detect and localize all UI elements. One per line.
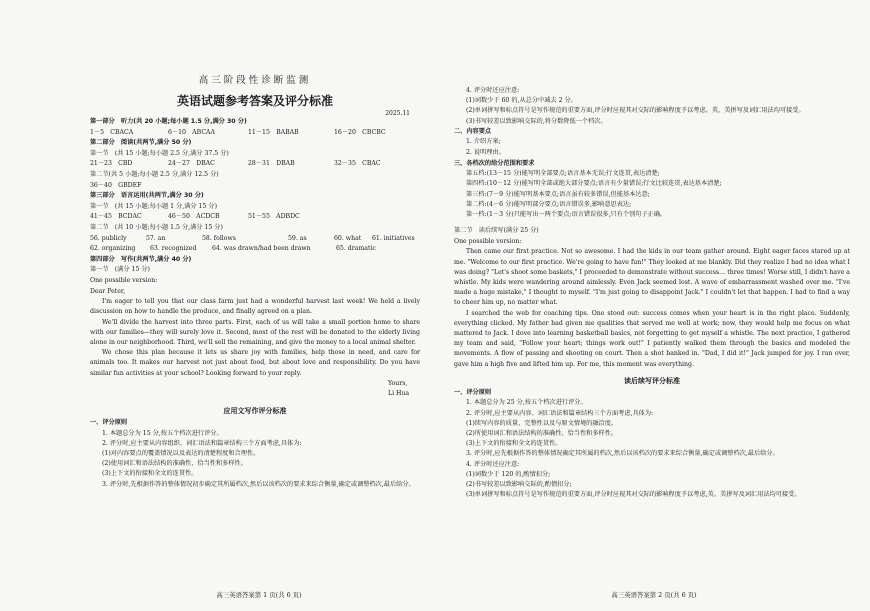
answer-group: 51－55 ADBDC: [248, 213, 300, 221]
rubric-heading: 一、评分原则: [90, 418, 128, 426]
answer-item: 59. as: [288, 234, 307, 242]
rubric-line: 2. 评分时,应主要从内容、词汇语法和篇章结构三个方面考虑,具体为:: [466, 409, 654, 417]
answer-group: 21－23 CBD: [90, 160, 133, 168]
rubric-title: 读后续写评分标准: [624, 376, 680, 385]
letter-paragraph: I'm eager to tell you that our class farm just had a wonderful harvest last week! We held a lively discussion on how to handle the produce, and finally agreed on a plan.: [90, 298, 420, 316]
answer-group: 41－45 BCDAC: [90, 213, 142, 221]
answer-group: 6－10 ABCAA: [168, 128, 215, 136]
rubric-line: 2. 评分时,应主要从内容组织、词汇语法和篇章结构三个方面考虑,具体为:: [102, 439, 302, 447]
part4-heading: 第四部分 写作(共两节,满分 40 分): [90, 255, 192, 263]
rubric-line: (3)上下文的衔接和全文的连贯性。: [466, 440, 562, 448]
rubric-line: (2)书写较差以致影响交际的,酌情扣分;: [466, 481, 572, 489]
note-line: 4. 评分时还应注意:: [466, 87, 520, 94]
letter-closing: Yours,: [388, 379, 408, 387]
answer-group: 46－50 ACDCB: [168, 213, 220, 221]
rubric-line: (3)单词拼写和标点符号是写作规范的重要方面,评分时应视其对交际的影响程度予以考虑,英、美拼写及词汇用法均可接受。: [466, 491, 801, 499]
story-paragraph: Then came our first practice. Not so awesome. I had the kids in our team gather around. Eight eager faces stared up at me. "Welcome to our first practice. We're going to have fun!" They looked at me blankly. Did they realize I had no idea what I was doing? "Let's shoot some baskets," I proceeded to demonstrate without success… three times! Worse still, I didn't have a whistle. My kids were wandering around aimlessly. Even Jack seemed lost. A wave of embarrassment washed over me. "I've made a huge mistake," I thought to myself. "I'm just going to disappoint Jack." I couldn't let that happen. I had to find a way to cheer him up, no matter what.: [454, 248, 850, 307]
part3-section2-heading: 第二节 (共 10 小题;每小题 1.5 分,满分 15 分): [90, 223, 223, 231]
part3-section2-row1: [90, 234, 420, 245]
note-line: (2)单词拼写和标点符号是写作规范的重要方面,评分时应视其对交际的影响程度予以考虑。英、美拼写及词汇用法均可接受。: [466, 107, 805, 115]
rubric-line: (1)对内容要点的覆盖情况以及表达的清楚程度和合理性。: [102, 449, 260, 457]
grade-item: 第四档:(10－12 分)能写明全部或绝大部分要点;语言有少量错误;行文比较连贯,表达基本清楚;: [466, 180, 722, 188]
part3-heading: 第三部分 语言运用(共两节,满分 30 分): [90, 192, 204, 200]
note-line: (1)词数少于 60 的,从总分中减去 2 分。: [466, 97, 577, 105]
grade-item: 第五档:(13－15 分)能写明全部要点;语言基本无误;行文连贯,表达清楚;: [466, 170, 660, 178]
section2-heading: 第二节 读后续写(满分 25 分): [454, 227, 539, 235]
content-item: 2. 说明理由。: [466, 149, 505, 156]
part2-section2-heading: 第二节(共 5 小题;每小题 2.5 分,满分 12.5 分): [90, 170, 219, 178]
answer-group: 16－20 CBCBC: [334, 128, 386, 136]
answer-item: 58. follows: [202, 234, 236, 242]
note-line: (3)书写较差以致影响交际的,将分数降低一个档次。: [466, 117, 607, 125]
rubric-line: 3. 评分时,先根据作答的整体情况初步确定其所属档次,然后以该档次的要求来综合衡量,确定或调整档次,最后给分。: [102, 480, 415, 488]
rubric-line: 4. 评分时还应注意:: [466, 460, 520, 468]
rubric-title: 应用文写作评分标准: [223, 406, 287, 415]
rubric-line: 1. 本题总分为 15 分,按五个档次进行评分。: [102, 429, 223, 437]
page-footer: 高三英语答案第 1 页(共 6 页): [216, 591, 302, 599]
rubric-line: (2)使用词汇和语法结构的准确性、恰当性和多样性。: [102, 460, 247, 468]
answer-group: 32－35 CBAC: [334, 160, 381, 168]
rubric-line: (2)所使用词汇和语法结构的准确性、恰当性和多样性。: [466, 430, 618, 438]
possible-version-label: One possible version:: [90, 276, 158, 284]
part3-section1-heading: 第一节 (共 15 小题;每小题 1 分,满分 15 分): [90, 202, 217, 210]
rubric-heading: 一、评分原则: [454, 388, 492, 396]
answer-item: 57. an: [146, 234, 166, 242]
letter-paragraph: We'll divide the harvest into three parts. First, each of us will take a small portion home to share with our families—they will surely love it. Second, most of the rest will be donated to the elderly living alone in our neighborhood. Third, we'll sell the remaining, and give the money to a local animal shelter.: [90, 318, 420, 346]
part2-section2-answers: 36－40 GBDEF: [90, 181, 142, 189]
answer-group: 24－27 DBAC: [168, 160, 215, 168]
letter-paragraph: We chose this plan because it lets us share joy with families, help those in need, and care for animals too. It makes our harvest not just about food, but about love and responsibility. Do you have similar fun activities at your school? Looking forward to your reply.: [90, 349, 420, 377]
part1-heading: 第一部分 听力(共 20 小题;每小题 1.5 分,满分 30 分): [90, 118, 247, 125]
content-item: 1. 介绍方案;: [466, 138, 501, 146]
grade-item: 第二档:(4－6 分)能写明部分要点;语言错误多,影响意思表达;: [466, 200, 632, 208]
part2-heading: 第二部分 阅读(共两节,满分 50 分): [90, 139, 192, 147]
answer-item: 60. what: [334, 234, 362, 242]
rubric-line: (1)续写内容的质量、完整性以及与原文情境的融洽度。: [466, 419, 618, 427]
rubric-line: (3)上下文的衔接和全文的连贯性。: [102, 470, 198, 478]
answer-group: 28－31 DBAB: [248, 160, 295, 168]
answer-item: 64. was drawn/had been drawn: [212, 245, 311, 253]
rubric-line: 1. 本题总分为 25 分,按五个档次进行评分。: [466, 399, 587, 407]
part2-section1-heading: 第一节 (共 15 小题;每小题 2.5 分,满分 37.5 分): [90, 149, 229, 157]
part3-section2-row2: [90, 244, 420, 255]
answer-item: 63. recognized: [150, 245, 197, 253]
answer-item: 62. organizing: [90, 245, 136, 253]
letter-greeting: Dear Peter,: [90, 287, 126, 295]
grade-item: 第三档:(7－9 分)能写明基本要点;语言虽有较多错误,但能基本达意;: [466, 190, 650, 198]
answer-group: 11－15 BABAB: [248, 128, 299, 136]
rubric-line: 3. 评分时,应先根据作答的整体情况确定其所属的档次,然后以该档次的要求来综合衡量,确定或调整档次,最后给分。: [466, 450, 779, 458]
possible-version-label: One possible version:: [454, 237, 522, 245]
page-2: [438, 0, 870, 611]
rubric-line: (1)词数少于 120 的,酌情扣分;: [466, 470, 551, 478]
exam-date: 2025.11: [385, 110, 410, 117]
page-title: 英语试题参考答案及评分标准: [176, 94, 333, 108]
grade-item: 第一档:(1－3 分)只能写出一两个要点;语言错误很多,只有个别句子正确。: [466, 211, 667, 218]
answer-item: 56. publicly: [90, 234, 127, 242]
part2-section1-answers: [90, 159, 420, 170]
part1-answers: [90, 128, 420, 139]
answer-item: 65. dramatic: [336, 245, 376, 253]
exam-supertitle: 高三阶段性诊断监测: [198, 75, 312, 86]
page-footer: 高三英语答案第 2 页(共 6 页): [611, 591, 697, 599]
answer-item: 61. initiatives: [372, 234, 415, 242]
grade-heading: 三、各档次的给分范围和要求: [454, 159, 535, 167]
story-paragraph: I searched the web for coaching tips. One stood out: success comes when your heart is in the right place. Suddenly, everything clicked. My father had given me qualities that served me well at work; now, they would help me focus on what mattered to Jack. I dove into learning basketball basics, not forgetting to get myself a whistle. The next practice, I gathered my team and said, "Follow your heart; things work out!" I patiently walked them through the basics and modeled the movements. A flow of passing and shooting on court. Then a shot banked in. "Dad, I did it!" Jack jumped for joy. I ran over, gave him a high five and lifted him up. For me, this moment was everything.: [454, 309, 850, 368]
content-heading: 二、内容要点: [454, 127, 492, 135]
part3-section1-answers: [90, 212, 420, 223]
part4-section1-heading: 第一节 (满分 15 分): [90, 266, 150, 274]
answer-group: 1－5 CBACA: [90, 128, 134, 136]
letter-signature: Li Hua: [388, 390, 410, 398]
